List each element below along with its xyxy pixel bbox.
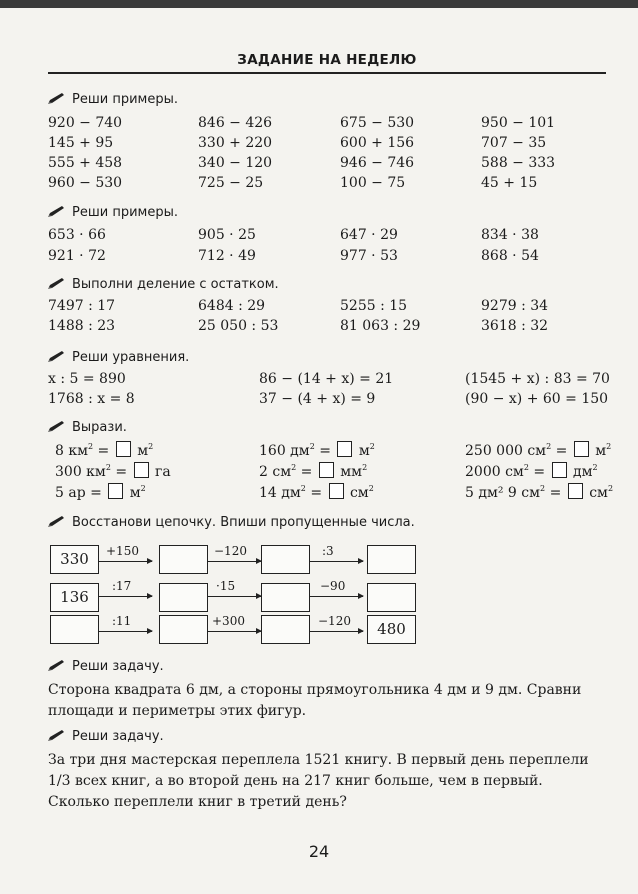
- answer-box[interactable]: [108, 483, 123, 499]
- chain-arrow: [98, 561, 152, 562]
- chain-box[interactable]: [261, 615, 310, 644]
- conversion-item: 8 $км^2 = м^2$: [55, 442, 154, 459]
- chain-box[interactable]: 136: [50, 583, 99, 612]
- problem-text: Сторона квадрата 6 дм, а стороны прямоугольника 4 дм и 9 дм. Сравни площади и периметры этих фигур.: [48, 682, 582, 719]
- conversion-item: 2 $см^2 = мм^2$: [259, 463, 368, 480]
- expression: 653 · 66: [48, 227, 106, 243]
- pencil-icon: [48, 420, 66, 432]
- equation: 1768 : x = 8: [48, 391, 135, 407]
- expression: 946 − 746: [340, 155, 415, 171]
- chain-operation: :17: [112, 579, 132, 593]
- answer-box[interactable]: [574, 441, 589, 457]
- page-title: ЗАДАНИЕ НА НЕДЕЛЮ: [237, 52, 417, 68]
- expression: 555 + 458: [48, 155, 123, 171]
- expression: 950 − 101: [481, 115, 556, 131]
- expression: 905 · 25: [198, 227, 256, 243]
- pencil-icon: [48, 350, 66, 362]
- conversion-item: 5 ар = $м^2$: [55, 484, 146, 501]
- conversion-item: 300 $км^2$ = га: [55, 463, 171, 480]
- chain-operation: ·15: [216, 579, 236, 593]
- equation: x : 5 = 890: [48, 371, 126, 387]
- chain-box[interactable]: [261, 583, 310, 612]
- conversion-item: 5 дм² 9 $см^2 = см^2$: [465, 484, 614, 501]
- chain-box[interactable]: [159, 615, 208, 644]
- conversion-item: 160 $дм^2 = м^2$: [259, 442, 375, 459]
- pencil-icon: [48, 92, 66, 104]
- chain-operation: :11: [112, 614, 132, 628]
- section-heading: Реши уравнения.: [48, 350, 189, 365]
- pencil-icon: [48, 205, 66, 217]
- expression: 675 − 530: [340, 115, 415, 131]
- expression: 45 + 15: [481, 175, 538, 191]
- expression: 81 063 : 29: [340, 318, 421, 334]
- chain-box[interactable]: [159, 545, 208, 574]
- pencil-icon: [48, 277, 66, 289]
- chain-operation: −120: [214, 544, 247, 558]
- top-edge: [0, 0, 638, 8]
- expression: 868 · 54: [481, 248, 539, 264]
- expression: 647 · 29: [340, 227, 398, 243]
- expression: 960 − 530: [48, 175, 123, 191]
- answer-box[interactable]: [552, 462, 567, 478]
- answer-box[interactable]: [337, 441, 352, 457]
- conversion-item: 2000 $см^2 = дм^2$: [465, 463, 598, 480]
- pencil-icon: [48, 729, 66, 741]
- answer-box[interactable]: [568, 483, 583, 499]
- title-underline: [48, 72, 606, 74]
- section-heading: Реши задачу.: [48, 659, 164, 674]
- chain-arrow: [309, 631, 363, 632]
- expression: 145 + 95: [48, 135, 114, 151]
- section-heading: Вырази.: [48, 420, 127, 435]
- expression: 5255 : 15: [340, 298, 408, 314]
- chain-box[interactable]: [261, 545, 310, 574]
- problem-text: За три дня мастерская переплела 1521 книгу. В первый день переплели 1/3 всех книг, а во второй день на 217 книг больше, чем в первый. Сколько переплели книг в третий день?: [48, 752, 589, 810]
- chain-arrow: [309, 596, 363, 597]
- conversion-item: 14 $дм^2 = см^2$: [259, 484, 374, 501]
- chain-operation: +300: [212, 614, 245, 628]
- expression: 588 − 333: [481, 155, 556, 171]
- expression: 712 · 49: [198, 248, 256, 264]
- expression: 725 − 25: [198, 175, 264, 191]
- expression: 25 050 : 53: [198, 318, 279, 334]
- expression: 1488 : 23: [48, 318, 116, 334]
- chain-operation: :3: [322, 544, 334, 558]
- chain-arrow: [207, 631, 261, 632]
- expression: 100 − 75: [340, 175, 406, 191]
- chain-operation: −90: [320, 579, 346, 593]
- chain-arrow: [98, 631, 152, 632]
- expression: 340 − 120: [198, 155, 273, 171]
- chain-operation: +150: [106, 544, 139, 558]
- chain-arrow: [309, 561, 363, 562]
- chain-box[interactable]: 330: [50, 545, 99, 574]
- section-heading: Выполни деление с остатком.: [48, 277, 279, 292]
- expression: 977 · 53: [340, 248, 398, 264]
- chain-box[interactable]: [50, 615, 99, 644]
- answer-box[interactable]: [116, 441, 131, 457]
- answer-box[interactable]: [319, 462, 334, 478]
- expression: 3618 : 32: [481, 318, 549, 334]
- expression: 834 · 38: [481, 227, 539, 243]
- expression: 9279 : 34: [481, 298, 549, 314]
- equation: (1545 + x) : 83 = 70: [465, 371, 610, 387]
- chain-arrow: [98, 596, 152, 597]
- chain-box[interactable]: [367, 583, 416, 612]
- answer-box[interactable]: [134, 462, 149, 478]
- expression: 846 − 426: [198, 115, 273, 131]
- expression: 921 · 72: [48, 248, 106, 264]
- chain-operation: −120: [318, 614, 351, 628]
- pencil-icon: [48, 515, 66, 527]
- page-number: 24: [308, 842, 330, 861]
- expression: 6484 : 29: [198, 298, 266, 314]
- expression: 7497 : 17: [48, 298, 116, 314]
- chain-box[interactable]: 480: [367, 615, 416, 644]
- equation: 86 − (14 + x) = 21: [259, 371, 394, 387]
- expression: 920 − 740: [48, 115, 123, 131]
- chain-arrow: [207, 561, 261, 562]
- section-heading: Восстанови цепочку. Впиши пропущенные числа.: [48, 515, 415, 530]
- chain-box[interactable]: [159, 583, 208, 612]
- expression: 600 + 156: [340, 135, 415, 151]
- pencil-icon: [48, 659, 66, 671]
- answer-box[interactable]: [329, 483, 344, 499]
- section-heading: Реши примеры.: [48, 205, 178, 220]
- section-heading: Реши задачу.: [48, 729, 164, 744]
- equation: 37 − (4 + x) = 9: [259, 391, 376, 407]
- page-title-bar: [48, 52, 606, 68]
- expression: 330 + 220: [198, 135, 273, 151]
- equation: (90 − x) + 60 = 150: [465, 391, 609, 407]
- chain-arrow: [207, 596, 261, 597]
- expression: 707 − 35: [481, 135, 547, 151]
- section-heading: Реши примеры.: [48, 92, 178, 107]
- conversion-item: 250 000 $см^2 = м^2$: [465, 442, 612, 459]
- chain-box[interactable]: [367, 545, 416, 574]
